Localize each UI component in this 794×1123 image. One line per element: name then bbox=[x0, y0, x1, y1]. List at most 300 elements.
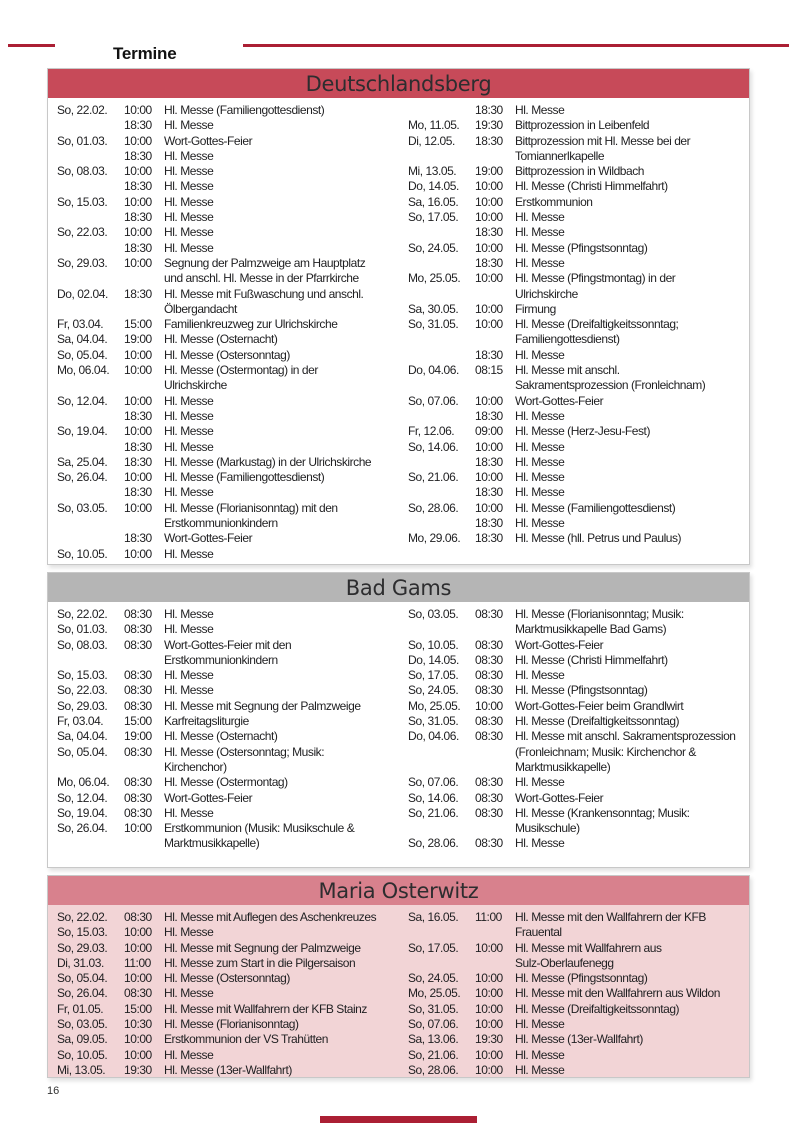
entry-time: 10:00 bbox=[124, 255, 152, 270]
entry-description: Hl. Messe (Florianisonntag; Musik: Marktmusikkapelle Bad Gams) bbox=[515, 607, 684, 637]
schedule-entry bbox=[408, 409, 743, 424]
entry-time: 10:00 bbox=[124, 1032, 152, 1047]
entry-date: Sa, 09.05. bbox=[57, 1032, 108, 1047]
entry-description: Bittprozession mit Hl. Messe bei der Tomiannerlkapelle bbox=[515, 133, 691, 163]
entry-time: 08:30 bbox=[124, 910, 152, 924]
schedule-entry bbox=[57, 470, 392, 485]
entry-time: 08:30 bbox=[124, 622, 152, 637]
entry-date: So, 24.05. bbox=[408, 971, 459, 986]
entry-description: Hl. Messe (Ostersonntag) bbox=[164, 971, 290, 986]
entry-time: 10:00 bbox=[124, 103, 152, 117]
schedule-column-left bbox=[57, 103, 392, 562]
entry-date: Di, 31.03. bbox=[57, 955, 104, 970]
entry-date: So, 15.03. bbox=[57, 668, 108, 683]
entry-date: So, 01.03. bbox=[57, 133, 108, 148]
entry-description: Hl. Messe bbox=[164, 225, 214, 240]
entry-description: Hl. Messe (13er-Wallfahrt) bbox=[515, 1032, 643, 1047]
entry-date: Fr, 03.04. bbox=[57, 714, 104, 729]
entry-date: Fr, 12.06. bbox=[408, 424, 455, 439]
schedule-entry bbox=[57, 925, 392, 940]
entry-time: 19:00 bbox=[124, 729, 152, 744]
entry-time: 08:30 bbox=[124, 775, 152, 790]
entry-time: 10:00 bbox=[124, 424, 152, 439]
entry-description: Hl. Messe (Markustag) in der Ulrichskirche bbox=[164, 454, 372, 469]
schedule-entry bbox=[57, 806, 392, 821]
schedule-entry bbox=[408, 118, 743, 133]
schedule-section bbox=[47, 68, 750, 565]
schedule-section bbox=[47, 572, 750, 868]
schedule-entry bbox=[408, 134, 743, 165]
entry-description: Hl. Messe mit Segnung der Palmzweige bbox=[164, 940, 361, 955]
entry-description: Wort-Gottes-Feier bbox=[515, 790, 604, 805]
schedule-entry bbox=[57, 910, 392, 925]
entry-time: 18:30 bbox=[124, 210, 152, 225]
entry-date: So, 22.03. bbox=[57, 683, 108, 698]
entry-date: Fr, 01.05. bbox=[57, 1001, 104, 1016]
entry-description: Hl. Messe bbox=[515, 775, 565, 790]
schedule-entry bbox=[57, 317, 392, 332]
entry-time: 08:30 bbox=[475, 652, 503, 667]
entry-description: Hl. Messe (Christi Himmelfahrt) bbox=[515, 652, 668, 667]
entry-date: Sa, 25.04. bbox=[57, 454, 108, 469]
entry-time: 11:00 bbox=[475, 910, 502, 924]
schedule-entry bbox=[408, 424, 743, 439]
entry-time: 10:00 bbox=[124, 821, 152, 836]
schedule-entry bbox=[57, 409, 392, 424]
entry-time: 08:30 bbox=[475, 775, 503, 790]
entry-time: 09:00 bbox=[475, 424, 503, 439]
entry-date: So, 19.04. bbox=[57, 805, 108, 820]
entry-date: So, 29.03. bbox=[57, 940, 108, 955]
schedule-entry bbox=[57, 729, 392, 744]
entry-date: So, 05.04. bbox=[57, 347, 108, 362]
entry-time: 10:00 bbox=[475, 194, 503, 209]
entry-date: So, 03.05. bbox=[57, 500, 108, 515]
schedule-entry bbox=[57, 103, 392, 118]
schedule-entry bbox=[57, 332, 392, 347]
entry-time: 08:30 bbox=[475, 668, 503, 683]
entry-date: Sa, 04.04. bbox=[57, 729, 108, 744]
entry-time: 10:00 bbox=[475, 971, 503, 986]
schedule-entry bbox=[408, 910, 743, 941]
entry-description: Hl. Messe bbox=[164, 118, 214, 133]
entry-date: So, 28.06. bbox=[408, 500, 459, 515]
schedule-entry bbox=[57, 363, 392, 394]
entry-time: 08:30 bbox=[124, 805, 152, 820]
entry-date: So, 12.04. bbox=[57, 790, 108, 805]
entry-date: So, 17.05. bbox=[408, 668, 459, 683]
schedule-section bbox=[47, 875, 750, 1078]
entry-date: So, 17.05. bbox=[408, 210, 459, 225]
entry-description: Hl. Messe bbox=[164, 986, 214, 1001]
schedule-entry bbox=[408, 1032, 743, 1047]
entry-time: 18:30 bbox=[124, 240, 152, 255]
entry-time: 10:00 bbox=[124, 347, 152, 362]
entry-time: 10:30 bbox=[124, 1017, 152, 1032]
entry-time: 19:30 bbox=[475, 118, 503, 133]
entry-date: So, 10.05. bbox=[57, 1047, 108, 1062]
entry-description: Hl. Messe mit Segnung der Palmzweige bbox=[164, 698, 361, 713]
schedule-entry bbox=[57, 348, 392, 363]
entry-time: 18:30 bbox=[124, 118, 152, 133]
schedule-entry bbox=[408, 256, 743, 271]
schedule-entry bbox=[408, 440, 743, 455]
entry-time: 18:30 bbox=[475, 347, 503, 362]
schedule-entry bbox=[57, 699, 392, 714]
entry-date: Sa, 16.05. bbox=[408, 194, 459, 209]
entry-description: Hl. Messe bbox=[164, 668, 214, 683]
entry-description: Wort-Gottes-Feier beim Grandlwirt bbox=[515, 698, 684, 713]
schedule-entry bbox=[408, 638, 743, 653]
entry-description: Hl. Messe bbox=[164, 925, 214, 940]
entry-time: 10:00 bbox=[475, 271, 503, 286]
entry-date: So, 10.05. bbox=[408, 637, 459, 652]
entry-date: Mi, 13.05. bbox=[57, 1062, 106, 1077]
schedule-entry bbox=[408, 501, 743, 516]
schedule-entry bbox=[408, 241, 743, 256]
entry-time: 10:00 bbox=[475, 179, 503, 194]
entry-time: 10:00 bbox=[124, 225, 152, 240]
entry-time: 18:30 bbox=[124, 148, 152, 163]
entry-time: 10:00 bbox=[124, 133, 152, 148]
entry-date: So, 15.03. bbox=[57, 194, 108, 209]
entry-date: Mi, 13.05. bbox=[408, 164, 457, 179]
section-title: Bad Gams bbox=[345, 575, 452, 600]
entry-description: Erstkommunion der VS Trahütten bbox=[164, 1032, 328, 1047]
schedule-entry bbox=[408, 455, 743, 470]
schedule-entry bbox=[408, 363, 743, 394]
schedule-entry bbox=[57, 956, 392, 971]
schedule-entry bbox=[408, 1048, 743, 1063]
header-rule-left bbox=[8, 44, 55, 47]
entry-time: 08:30 bbox=[475, 729, 503, 744]
entry-description: Hl. Messe bbox=[164, 424, 214, 439]
schedule-entry bbox=[57, 241, 392, 256]
entry-date: So, 05.04. bbox=[57, 744, 108, 759]
entry-description: Hl. Messe bbox=[515, 516, 565, 531]
schedule-entry bbox=[57, 225, 392, 240]
schedule-entry bbox=[408, 775, 743, 790]
schedule-entry bbox=[408, 1002, 743, 1017]
entry-description: Hl. Messe bbox=[164, 683, 214, 698]
entry-date: Do, 02.04. bbox=[57, 286, 108, 301]
entry-description: Wort-Gottes-Feier mit den Erstkommunionkindern bbox=[164, 637, 292, 667]
entry-description: Hl. Messe bbox=[164, 607, 214, 621]
entry-description: Hl. Messe (Christi Himmelfahrt) bbox=[515, 179, 668, 194]
entry-date: Mo, 06.04. bbox=[57, 363, 110, 378]
entry-date: So, 15.03. bbox=[57, 925, 108, 940]
entry-description: Hl. Messe mit Wallfahrern der KFB Stainz bbox=[164, 1001, 367, 1016]
entry-date: So, 03.05. bbox=[57, 1017, 108, 1032]
entry-date: So, 26.04. bbox=[57, 986, 108, 1001]
entry-description: Hl. Messe bbox=[164, 546, 214, 561]
entry-time: 10:00 bbox=[475, 1017, 503, 1032]
entry-date: So, 31.05. bbox=[408, 714, 459, 729]
entry-time: 18:30 bbox=[124, 454, 152, 469]
schedule-entry bbox=[57, 607, 392, 622]
entry-description: Hl. Messe mit den Wallfahrern aus Wildon bbox=[515, 986, 720, 1001]
entry-time: 18:30 bbox=[124, 408, 152, 423]
entry-description: Hl. Messe bbox=[164, 240, 214, 255]
entry-date: Fr, 03.04. bbox=[57, 317, 104, 332]
schedule-entry bbox=[408, 531, 743, 546]
entry-description: Hl. Messe (Florianisonntag) mit den Erstkommunionkindern bbox=[164, 500, 338, 531]
schedule-entry bbox=[408, 164, 743, 179]
entry-description: Hl. Messe bbox=[515, 225, 565, 240]
entry-time: 19:00 bbox=[124, 332, 152, 347]
entry-time: 10:00 bbox=[475, 940, 503, 955]
entry-description: Hl. Messe bbox=[515, 668, 565, 683]
schedule-entry bbox=[57, 622, 392, 637]
section-body bbox=[48, 905, 749, 1078]
schedule-entry bbox=[57, 394, 392, 409]
entry-time: 15:00 bbox=[124, 714, 152, 729]
entry-description: Hl. Messe (Familiengottesdienst) bbox=[515, 500, 676, 515]
entry-description: Hl. Messe bbox=[164, 164, 214, 179]
entry-description: Hl. Messe (Ostermontag) bbox=[164, 775, 288, 790]
schedule-entry bbox=[408, 302, 743, 317]
entry-date: Do, 14.05. bbox=[408, 652, 459, 667]
entry-time: 08:30 bbox=[124, 698, 152, 713]
entry-time: 10:00 bbox=[475, 301, 503, 316]
entry-description: Hl. Messe bbox=[164, 1047, 214, 1062]
entry-time: 08:30 bbox=[475, 790, 503, 805]
entry-date: So, 22.02. bbox=[57, 103, 108, 117]
schedule-entry bbox=[57, 179, 392, 194]
entry-description: Hl. Messe mit Fußwaschung und anschl. Ölbergandacht bbox=[164, 286, 364, 316]
entry-description: Hl. Messe zum Start in die Pilgersaison bbox=[164, 955, 356, 970]
entry-date: So, 22.03. bbox=[57, 225, 108, 240]
entry-time: 11:00 bbox=[124, 955, 151, 970]
entry-description: Hl. Messe (Pfingstmontag) in der Ulrichskirche bbox=[515, 271, 676, 301]
entry-date: So, 28.06. bbox=[408, 1062, 459, 1077]
schedule-column-left bbox=[57, 607, 392, 852]
schedule-entry bbox=[408, 699, 743, 714]
entry-description: Hl. Messe bbox=[515, 408, 565, 423]
entry-description: Hl. Messe (Ostersonntag) bbox=[164, 347, 290, 362]
entry-time: 18:30 bbox=[124, 439, 152, 454]
schedule-entry bbox=[408, 225, 743, 240]
schedule-entry bbox=[408, 729, 743, 775]
entry-description: Hl. Messe bbox=[164, 148, 214, 163]
entry-description: Hl. Messe bbox=[515, 485, 565, 500]
entry-date: Sa, 13.06. bbox=[408, 1032, 459, 1047]
entry-date: So, 12.04. bbox=[57, 393, 108, 408]
schedule-entry bbox=[408, 317, 743, 348]
entry-date: So, 10.05. bbox=[57, 546, 108, 561]
entry-date: So, 07.06. bbox=[408, 1017, 459, 1032]
schedule-entry bbox=[408, 485, 743, 500]
entry-description: Hl. Messe bbox=[164, 439, 214, 454]
schedule-entry bbox=[408, 103, 743, 118]
entry-description: Familienkreuzweg zur Ulrichskirche bbox=[164, 317, 338, 332]
schedule-entry bbox=[57, 531, 392, 546]
entry-description: Hl. Messe bbox=[164, 408, 214, 423]
schedule-entry bbox=[408, 348, 743, 363]
schedule-entry bbox=[57, 164, 392, 179]
entry-time: 19:30 bbox=[124, 1062, 152, 1077]
entry-description: Erstkommunion (Musik: Musikschule & Marktmusikkapelle) bbox=[164, 821, 355, 851]
section-title: Maria Osterwitz bbox=[318, 878, 479, 903]
entry-description: Hl. Messe (Dreifaltigkeitssonntag; Familiengottesdienst) bbox=[515, 317, 679, 347]
entry-time: 18:30 bbox=[124, 485, 152, 500]
entry-description: Hl. Messe bbox=[515, 103, 565, 117]
section-title-banner bbox=[48, 573, 749, 602]
entry-description: Hl. Messe mit den Wallfahrern der KFB Frauental bbox=[515, 910, 706, 940]
schedule-entry bbox=[408, 971, 743, 986]
entry-date: So, 24.05. bbox=[408, 683, 459, 698]
schedule-entry bbox=[408, 470, 743, 485]
entry-time: 08:30 bbox=[475, 836, 503, 851]
entry-date: So, 01.03. bbox=[57, 622, 108, 637]
schedule-entry bbox=[57, 714, 392, 729]
entry-description: Hl. Messe bbox=[515, 347, 565, 362]
entry-description: Hl. Messe bbox=[515, 454, 565, 469]
schedule-entry bbox=[57, 986, 392, 1001]
entry-description: Hl. Messe bbox=[515, 255, 565, 270]
page-header-title: Termine bbox=[113, 44, 177, 64]
schedule-entry bbox=[57, 791, 392, 806]
entry-time: 18:30 bbox=[475, 485, 503, 500]
entry-time: 18:30 bbox=[475, 103, 503, 117]
section-body bbox=[48, 98, 749, 562]
schedule-entry bbox=[408, 210, 743, 225]
schedule-entry bbox=[408, 683, 743, 698]
entry-date: So, 21.06. bbox=[408, 470, 459, 485]
entry-time: 18:30 bbox=[475, 454, 503, 469]
entry-description: Hl. Messe (Osternacht) bbox=[164, 332, 278, 347]
schedule-entry bbox=[57, 1048, 392, 1063]
entry-time: 10:00 bbox=[124, 194, 152, 209]
entry-description: Hl. Messe (Pfingstsonntag) bbox=[515, 683, 648, 698]
entry-description: Bittprozession in Wildbach bbox=[515, 164, 645, 179]
schedule-entry bbox=[408, 607, 743, 638]
entry-date: So, 26.04. bbox=[57, 821, 108, 836]
schedule-entry bbox=[408, 653, 743, 668]
entry-description: Hl. Messe bbox=[515, 1047, 565, 1062]
entry-description: Hl. Messe (Florianisonntag) bbox=[164, 1017, 299, 1032]
schedule-entry bbox=[408, 195, 743, 210]
entry-description: Hl. Messe (Familiengottesdienst) bbox=[164, 470, 325, 485]
entry-time: 08:30 bbox=[475, 607, 503, 621]
entry-description: Hl. Messe mit anschl. Sakramentsprozession (Fronleichnam; Musik: Kirchenchor & Marktmusikkapelle) bbox=[515, 729, 736, 774]
schedule-entry bbox=[57, 118, 392, 133]
schedule-entry bbox=[57, 971, 392, 986]
entry-time: 18:30 bbox=[475, 531, 503, 546]
entry-date: So, 28.06. bbox=[408, 836, 459, 851]
schedule-entry bbox=[57, 683, 392, 698]
entry-description: Karfreitagsliturgie bbox=[164, 714, 249, 729]
schedule-entry bbox=[57, 775, 392, 790]
entry-date: Sa, 04.04. bbox=[57, 332, 108, 347]
schedule-entry bbox=[408, 516, 743, 531]
schedule-entry bbox=[57, 745, 392, 776]
entry-description: Wort-Gottes-Feier bbox=[164, 790, 253, 805]
schedule-entry bbox=[57, 149, 392, 164]
entry-description: Firmung bbox=[515, 301, 556, 316]
entry-date: So, 31.05. bbox=[408, 1001, 459, 1016]
entry-date: Sa, 30.05. bbox=[408, 301, 459, 316]
entry-time: 10:00 bbox=[475, 1062, 503, 1077]
entry-time: 08:30 bbox=[475, 683, 503, 698]
schedule-entry bbox=[57, 195, 392, 210]
entry-date: So, 17.05. bbox=[408, 940, 459, 955]
entry-date: So, 19.04. bbox=[57, 424, 108, 439]
schedule-entry bbox=[57, 1017, 392, 1032]
entry-description: Hl. Messe (hll. Petrus und Paulus) bbox=[515, 531, 682, 546]
entry-description: Hl. Messe (Pfingstsonntag) bbox=[515, 240, 648, 255]
schedule-entry bbox=[408, 806, 743, 837]
entry-description: Hl. Messe (Dreifaltigkeitssonntag) bbox=[515, 1001, 680, 1016]
entry-time: 10:00 bbox=[475, 317, 503, 332]
entry-date: Mo, 25.05. bbox=[408, 986, 461, 1001]
schedule-entry bbox=[57, 134, 392, 149]
entry-date: So, 31.05. bbox=[408, 317, 459, 332]
section-title-banner bbox=[48, 876, 749, 905]
entry-time: 10:00 bbox=[475, 698, 503, 713]
entry-date: So, 21.06. bbox=[408, 1047, 459, 1062]
entry-time: 08:30 bbox=[475, 714, 503, 729]
entry-description: Hl. Messe bbox=[164, 393, 214, 408]
entry-time: 10:00 bbox=[475, 210, 503, 225]
page-number: 16 bbox=[47, 1085, 60, 1097]
header-rule-right bbox=[243, 44, 789, 47]
entry-time: 08:30 bbox=[124, 986, 152, 1001]
schedule-entry bbox=[57, 287, 392, 318]
entry-date: So, 29.03. bbox=[57, 255, 108, 270]
entry-description: Hl. Messe bbox=[164, 194, 214, 209]
entry-description: Wort-Gottes-Feier bbox=[515, 637, 604, 652]
entry-description: Hl. Messe bbox=[515, 470, 565, 485]
entry-time: 18:30 bbox=[475, 225, 503, 240]
schedule-entry bbox=[408, 986, 743, 1001]
schedule-column-right bbox=[402, 103, 743, 562]
entry-time: 10:00 bbox=[475, 439, 503, 454]
entry-time: 08:30 bbox=[475, 805, 503, 820]
entry-description: Hl. Messe mit Wallfahrern aus Sulz-Oberlaufenegg bbox=[515, 940, 662, 970]
entry-date: So, 08.03. bbox=[57, 637, 108, 652]
schedule-entry bbox=[408, 271, 743, 302]
entry-time: 15:00 bbox=[124, 317, 152, 332]
entry-time: 10:00 bbox=[124, 1047, 152, 1062]
schedule-entry bbox=[408, 714, 743, 729]
entry-time: 10:00 bbox=[124, 393, 152, 408]
entry-date: Do, 04.06. bbox=[408, 729, 459, 744]
entry-description: Hl. Messe (Familiengottesdienst) bbox=[164, 103, 325, 117]
entry-date: So, 08.03. bbox=[57, 164, 108, 179]
entry-time: 10:00 bbox=[475, 470, 503, 485]
entry-description: Hl. Messe bbox=[515, 210, 565, 225]
entry-time: 18:30 bbox=[124, 531, 152, 546]
schedule-entry bbox=[408, 1017, 743, 1032]
schedule-entry bbox=[57, 821, 392, 852]
entry-time: 18:30 bbox=[124, 179, 152, 194]
entry-description: Bittprozession in Leibenfeld bbox=[515, 118, 650, 133]
schedule-entry bbox=[57, 638, 392, 669]
entry-date: So, 26.04. bbox=[57, 470, 108, 485]
schedule-entry bbox=[57, 547, 392, 562]
entry-time: 10:00 bbox=[475, 240, 503, 255]
schedule-entry bbox=[57, 1032, 392, 1047]
entry-time: 08:15 bbox=[475, 363, 503, 378]
entry-time: 19:30 bbox=[475, 1032, 503, 1047]
entry-description: Hl. Messe bbox=[164, 210, 214, 225]
schedule-entry bbox=[408, 836, 743, 851]
entry-date: Mo, 25.05. bbox=[408, 698, 461, 713]
entry-time: 10:00 bbox=[475, 1047, 503, 1062]
entry-description: Wort-Gottes-Feier bbox=[164, 133, 253, 148]
entry-date: So, 07.06. bbox=[408, 775, 459, 790]
